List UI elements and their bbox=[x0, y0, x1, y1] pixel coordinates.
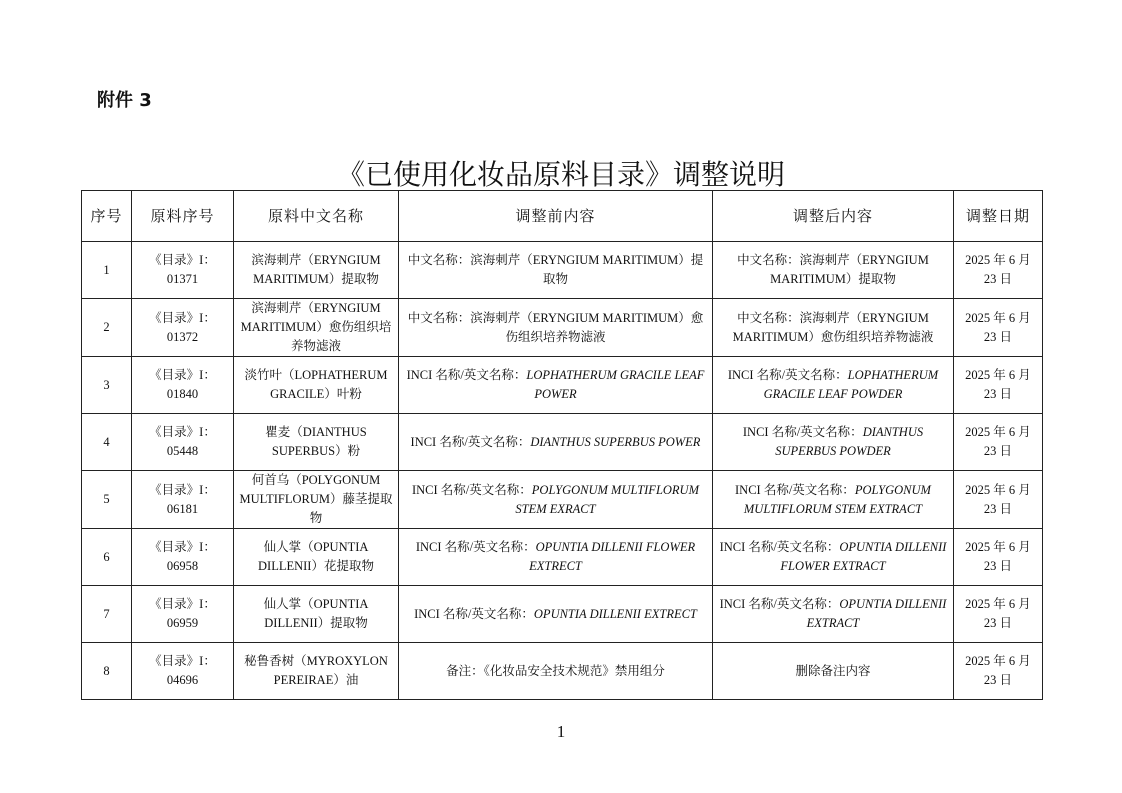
cell-before-text: INCI 名称/英文名称： bbox=[410, 434, 531, 449]
cell-before bbox=[399, 586, 713, 643]
header-before: 调整前内容 bbox=[399, 191, 713, 242]
header-id: 原料序号 bbox=[132, 191, 234, 242]
cell-no: 1 bbox=[82, 242, 132, 299]
header-no: 序号 bbox=[82, 191, 132, 242]
cell-before-inci: DIANTHUS SUPERBUS POWER bbox=[530, 434, 701, 449]
cell-after bbox=[713, 586, 954, 643]
cell-after-inci: DIANTHUS SUPERBUS POWDER bbox=[775, 425, 924, 458]
cell-after bbox=[713, 299, 954, 357]
cell-after-text: 删除备注内容 bbox=[795, 663, 871, 678]
cell-no: 3 bbox=[82, 357, 132, 414]
cell-after-text: INCI 名称/英文名称： bbox=[727, 368, 848, 382]
cell-after bbox=[713, 242, 954, 299]
cell-before-text: INCI 名称/英文名称： bbox=[414, 606, 534, 621]
cell-id: 《目录》I：04696 bbox=[132, 643, 234, 700]
cell-before-inci: OPUNTIA DILLENII FLOWER EXTRECT bbox=[529, 540, 696, 573]
table-row bbox=[82, 299, 1043, 357]
cell-after bbox=[713, 471, 954, 529]
cell-before bbox=[399, 643, 713, 700]
cell-date: 2025 年 6 月 23 日 bbox=[954, 586, 1043, 643]
cell-name: 仙人掌（OPUNTIA DILLENII）花提取物 bbox=[234, 529, 399, 586]
table-row bbox=[82, 357, 1043, 414]
cell-after-text: INCI 名称/英文名称： bbox=[719, 540, 840, 554]
cell-id: 《目录》I：01840 bbox=[132, 357, 234, 414]
page-number: 1 bbox=[556, 722, 566, 741]
cell-date: 2025 年 6 月 23 日 bbox=[954, 414, 1043, 471]
cell-id: 《目录》I：06958 bbox=[132, 529, 234, 586]
cell-id: 《目录》I：06959 bbox=[132, 586, 234, 643]
cell-after-inci: POLYGONUM MULTIFLORUM STEM EXTRACT bbox=[743, 482, 931, 516]
table-row bbox=[82, 471, 1043, 529]
cell-after-inci: OPUNTIA DILLENII EXTRACT bbox=[806, 597, 947, 630]
cell-date: 2025 年 6 月 23 日 bbox=[954, 242, 1043, 299]
table-row bbox=[82, 242, 1043, 299]
cell-no: 5 bbox=[82, 471, 132, 529]
cell-name: 秘鲁香树（MYROXYLON PEREIRAE）油 bbox=[234, 643, 399, 700]
table-row bbox=[82, 643, 1043, 700]
header-date: 调整日期 bbox=[954, 191, 1043, 242]
cell-before-inci: OPUNTIA DILLENII EXTRECT bbox=[533, 606, 697, 621]
cell-before bbox=[399, 299, 713, 357]
cell-no: 7 bbox=[82, 586, 132, 643]
cell-name: 仙人掌（OPUNTIA DILLENII）提取物 bbox=[234, 586, 399, 643]
header-name: 原料中文名称 bbox=[234, 191, 399, 242]
table-row bbox=[82, 529, 1043, 586]
cell-id: 《目录》I：01372 bbox=[132, 299, 234, 357]
cell-name: 滨海刺芹（ERYNGIUM MARITIMUM）愈伤组织培养物滤液 bbox=[234, 299, 399, 357]
header-after: 调整后内容 bbox=[713, 191, 954, 242]
cell-date: 2025 年 6 月 23 日 bbox=[954, 529, 1043, 586]
cell-date: 2025 年 6 月 23 日 bbox=[954, 357, 1043, 414]
cell-after bbox=[713, 529, 954, 586]
cell-date: 2025 年 6 月 23 日 bbox=[954, 643, 1043, 700]
cell-id: 《目录》I：01371 bbox=[132, 242, 234, 299]
cell-before bbox=[399, 529, 713, 586]
cell-after-text: 中文名称：滨海刺芹（ERYNGIUM MARITIMUM）提取物 bbox=[737, 253, 929, 286]
cell-before-text: 中文名称：滨海刺芹（ERYNGIUM MARITIMUM）提取物 bbox=[407, 253, 704, 286]
cell-id: 《目录》I：05448 bbox=[132, 414, 234, 471]
cell-id: 《目录》I：06181 bbox=[132, 471, 234, 529]
cell-no: 8 bbox=[82, 643, 132, 700]
cell-before-inci: LOPHATHERUM GRACILE LEAF POWER bbox=[526, 368, 705, 401]
cell-no: 4 bbox=[82, 414, 132, 471]
cell-before-inci: POLYGONUM MULTIFLORUM STEM EXRACT bbox=[515, 482, 699, 516]
table-header-row bbox=[82, 191, 1043, 242]
cell-after-text: INCI 名称/英文名称： bbox=[742, 425, 863, 439]
cell-no: 6 bbox=[82, 529, 132, 586]
cell-no: 2 bbox=[82, 299, 132, 357]
cell-before-text: INCI 名称/英文名称： bbox=[415, 540, 536, 554]
cell-after-text: 中文名称：滨海刺芹（ERYNGIUM MARITIMUM）愈伤组织培养物滤液 bbox=[732, 310, 934, 344]
adjustment-table bbox=[81, 190, 1043, 700]
cell-before-text: INCI 名称/英文名称： bbox=[411, 482, 532, 497]
cell-after-text: INCI 名称/英文名称： bbox=[719, 597, 840, 611]
cell-before bbox=[399, 242, 713, 299]
attachment-label: 附件 3 bbox=[97, 90, 152, 111]
cell-before-text: 备注：《化妆品安全技术规范》禁用组分 bbox=[446, 663, 665, 678]
cell-name: 何首乌（POLYGONUM MULTIFLORUM）藤茎提取物 bbox=[234, 471, 399, 529]
cell-before-text: 中文名称：滨海刺芹（ERYNGIUM MARITIMUM）愈伤组织培养物滤液 bbox=[407, 310, 704, 344]
cell-date: 2025 年 6 月 23 日 bbox=[954, 471, 1043, 529]
cell-name: 淡竹叶（LOPHATHERUM GRACILE）叶粉 bbox=[234, 357, 399, 414]
cell-after bbox=[713, 357, 954, 414]
cell-before bbox=[399, 471, 713, 529]
cell-after-inci: OPUNTIA DILLENII FLOWER EXTRACT bbox=[780, 540, 947, 573]
cell-after-inci: LOPHATHERUM GRACILE LEAF POWDER bbox=[763, 368, 939, 401]
cell-before-text: INCI 名称/英文名称： bbox=[406, 368, 527, 382]
cell-before bbox=[399, 414, 713, 471]
cell-name: 瞿麦（DIANTHUS SUPERBUS）粉 bbox=[234, 414, 399, 471]
cell-after-text: INCI 名称/英文名称： bbox=[735, 482, 855, 497]
cell-before bbox=[399, 357, 713, 414]
cell-after bbox=[713, 414, 954, 471]
cell-after bbox=[713, 643, 954, 700]
table-row bbox=[82, 586, 1043, 643]
page-title: 《已使用化妆品原料目录》调整说明 bbox=[336, 158, 785, 191]
table-row bbox=[82, 414, 1043, 471]
cell-date: 2025 年 6 月 23 日 bbox=[954, 299, 1043, 357]
cell-name: 滨海刺芹（ERYNGIUM MARITIMUM）提取物 bbox=[234, 242, 399, 299]
